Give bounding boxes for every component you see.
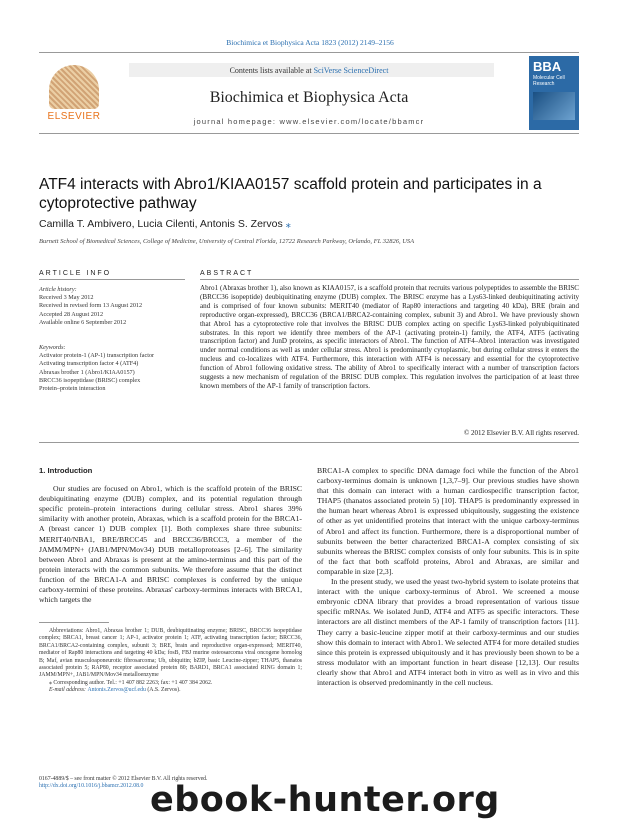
issn-line: 0167-4889/$ – see front matter © 2012 Elsevier B.V. All rights reserved. — [39, 776, 208, 782]
keyword-item: Activating transcription factor 4 (ATF4) — [39, 360, 139, 368]
email-label: E-mail address: — [49, 687, 88, 694]
elsevier-wordmark: ELSEVIER — [47, 111, 101, 122]
contents-line — [39, 66, 579, 75]
intro-paragraph: In the present study, we used the yeast two-hybrid system to isolate proteins that interact with the unique carboxy-terminus of Abro1. We screened a mouse embryonic cDNA library that provides a broad representation of various tissue specific mRNAs. We isolated JunD, ATF4 and ATF5 as specific interactors. These interactors are all distinct members of the AP-1 family of transcription factors [11]. They carry a basic-leucine zipper motif at their carboxy-terminus and our studies show this domain to interact with Abro1. We selected ATF4 for more detailed studies since this protein is expressed ubiquitously and it has previously been shown to be a stress modulator with an important function in heart disease [12,13]. Our results clearly show that Abro1 and ATF4 interact both in vitro as well as in vivo and this interaction is observed predominantly in the cell nucleus. — [317, 577, 579, 687]
history-item: Received 3 May 2012 — [39, 294, 94, 302]
corresponding-author-footnote: ⁎ Corresponding author. Tel.: +1 407 882 2263; fax: +1 407 384 2062. — [49, 679, 213, 686]
cover-subtitle: Molecular Cell Research — [533, 75, 565, 87]
history-item: Accepted 28 August 2012 — [39, 310, 104, 318]
abstract-text: Abro1 (Abraxas brother 1), also known as KIAA0157, is a scaffold protein that recruits various polypeptides to assemble the BRISC (BRCC36 isopeptide) deubiquitinating enzyme (DUB) complex. The BRISC enzyme has a Lys63-linked deubiquitinating activity and is comprised of four known subunits: MERIT40 (mediator of Rap80 interactions and targeting 40 kDa), BRE (brain and reproductive organ-expressed), BRCC36 (BRCA1/BRCA2-containing complex, subunit 3) and Abro1. We have previously shown that Abro1 has a cytoprotective role that involves the BRISC DUB complex acting on specific Lys63-linked polyubiquitinated substrates. In this report we identify three members of the AP-1 (activating protein-1) family, the ATF4, ATF5 (activating transcription factor) and JunD proteins, as specific interactors of Abro1. The function of ATF4–Abro1 interaction was investigated under normal conditions as well as under cellular stress. Abro1 is predominantly cytoplasmic, but during cellular stress it enters the nucleus and co-localizes with ATF4. Furthermore, this interaction with ATF4 is necessary and essential for the cytoprotective function of Abro1 following oxidative stress. The ability of Abro1 to specifically interact with a number of transcription factors suggests a new mechanism of regulation of the BRISC DUB complex. This regulation involves the participation of at least three known members of the AP-1 family of transcription factors. — [200, 284, 579, 390]
journal-cover — [529, 56, 579, 130]
corresponding-author-mark[interactable]: ⁎ — [285, 218, 291, 230]
divider — [200, 279, 579, 280]
email-suffix: (A.S. Zervos). — [145, 687, 181, 694]
abstract-heading: ABSTRACT — [200, 270, 254, 277]
keywords-heading: Keywords: — [39, 344, 66, 351]
journal-citation[interactable]: Biochimica et Biophysica Acta 1823 (2012) 2149–2156 — [226, 38, 394, 47]
journal-masthead — [39, 52, 579, 134]
cover-title: BBA — [533, 59, 562, 74]
article-title: ATF4 interacts with Abro1/KIAA0157 scaffold protein and participates in a cytoprotective pathway — [39, 176, 542, 212]
contents-prefix: Contents lists available at — [229, 66, 314, 75]
author-line — [39, 218, 291, 230]
email-footnote — [39, 687, 302, 694]
journal-homepage[interactable]: journal homepage: www.elsevier.com/locate/bbamcr — [193, 117, 425, 126]
footnote-divider — [39, 622, 109, 623]
right-column — [317, 466, 579, 688]
affiliation: Burnett School of Biomedical Sciences, College of Medicine, University of Central Florida, 12722 Research Parkway, Orlando, FL 32826, USA — [39, 238, 415, 245]
keyword-item: Activator protein-1 (AP-1) transcription factor — [39, 352, 155, 360]
keywords — [39, 344, 189, 393]
divider — [39, 279, 185, 280]
abbreviations-footnote: Abbreviations: Abro1, Abraxas brother 1; DUB, deubiquitinating enzyme; BRISC, BRCC36 isopeptidase complex; BRCA1, breast cancer 1; AP-1, activator protein 1; ATF, activating transcription factor; BRCC36, BRCA1/BRCA2-containing complex, subunit 3; BRE, brain and reproductive organ-expressed; MERIT40, mediator of Rap80 interactions and targeting 40 kDa; fosB, FBJ murine osteosarcoma viral oncogene homolog B; Maf, avian musculoaponeurotic fibrosarcoma; Ub, ubiquitin; bZIP, basic Leucine-zipper; THAP5, thanatos associated protein 5; RAP80, receptor associated protein 80; BARD1, BRCA1 associated RING domain 1; JAMM/MPN+, JAB1/MPN/Mov34 metalloenzyme — [39, 628, 302, 679]
sciencedirect-link[interactable]: SciVerse ScienceDirect — [313, 66, 389, 75]
article-info-heading: ARTICLE INFO — [39, 270, 112, 277]
journal-name: Biochimica et Biophysica Acta — [209, 89, 409, 106]
abstract-copyright: © 2012 Elsevier B.V. All rights reserved. — [463, 429, 579, 437]
keyword-item: BRCC36 isopeptidase (BRISC) complex — [39, 376, 141, 384]
history-item: Received in revised form 13 August 2012 — [39, 302, 143, 310]
authors: Camilla T. Ambivero, Lucia Cilenti, Antonis S. Zervos — [39, 218, 283, 230]
history-item: Available online 6 September 2012 — [39, 318, 127, 326]
article-history — [39, 286, 189, 327]
watermark: ebook-hunter.org — [150, 780, 500, 820]
divider — [39, 442, 579, 443]
section-heading: 1. Introduction — [39, 466, 93, 475]
intro-paragraph: BRCA1-A complex to specific DNA damage foci while the function of the Abro1 carboxy-terminus domain is unknown [1,3,7–9]. Our previous studies have shown that this domain can interact with a human cardiospecific transcription factor, THAP5 (thanatos associated protein 5) [10]. THAP5 is predominantly expressed in the human heart whereas Abro1 is expressed ubiquitously, suggesting the existence of other as yet unidentified proteins that interact with the unique carboxy-terminus of Abro1 and affect its function. Furthermore, there is a disproportional number of subunits between the better characterized BRCA1-A complex consisting of six subunits whereas the BRISC complex consists of only four subunits. This is in spite of the fact that both scaffold proteins, Abro1 and Abraxas, are similar and comparable in size [2,3]. — [317, 466, 579, 576]
keyword-item: Protein–protein interaction — [39, 385, 106, 393]
history-heading: Article history: — [39, 286, 77, 293]
keyword-item: Abraxas brother 1 (Abro1/KIAA0157) — [39, 368, 135, 376]
intro-paragraph: Our studies are focused on Abro1, which is the scaffold protein of the BRISC deubiquitinating enzyme (DUB) complex, and its potential regulation through specific protein–protein interactions during cellular stress. Abro1 shares 39% similarity with another protein, Abraxas, which is a scaffold protein for the BRCA1-A (breast cancer 1) DUB complex [1]. Both complexes share three subunits: MERIT40/NBA1, BRE/BRCC45 and BRCC36/BRCC3, a member of the JAMM/MPN+ (JAB1/MPN/Mov34) DUB metalloproteases [2–6]. The similarity between Abro1 and Abraxas is present at the amino-terminus and this part of the protein interacts with the common subunits. We therefore assume that the distinct function of the BRCA1-A and BRISC complexes is conferred by the unique carboxy-termini of these proteins. Abraxas' carboxy-terminus interacts with BRCA1, which targets the — [39, 484, 302, 605]
footnotes — [39, 628, 302, 695]
email-link[interactable]: Antonis.Zervos@ucf.edu — [87, 687, 146, 694]
cover-image — [533, 92, 575, 120]
doi-link[interactable]: http://dx.doi.org/10.1016/j.bbamcr.2012.08.0 — [39, 783, 144, 790]
left-column — [39, 466, 302, 605]
